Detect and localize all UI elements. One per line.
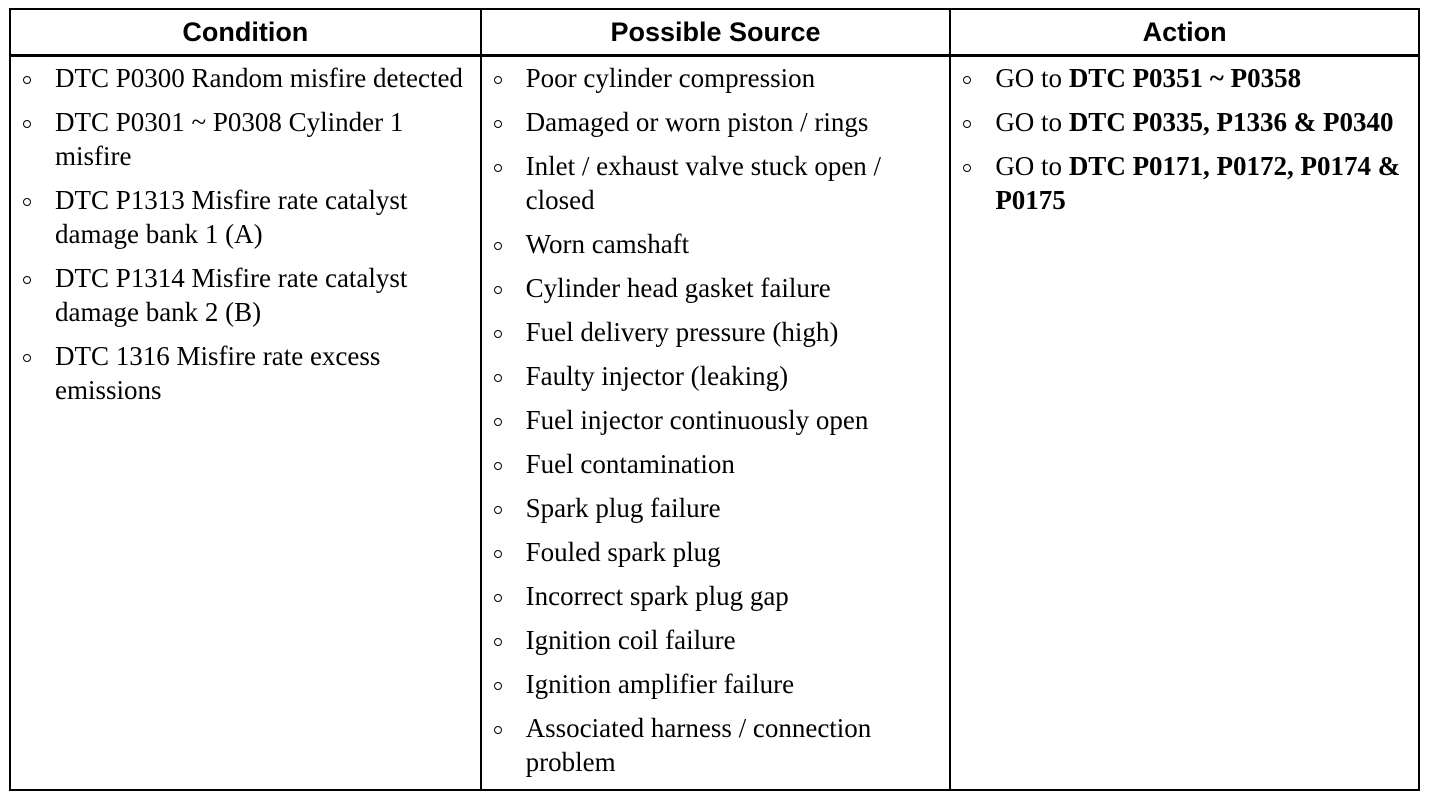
bullet-icon — [494, 374, 502, 382]
condition-text: DTC P0300 Random misfire detected — [55, 63, 463, 93]
bullet-icon — [494, 120, 502, 128]
bullet-icon — [494, 726, 502, 734]
list-item — [494, 359, 942, 393]
list-item — [494, 271, 942, 305]
list-item — [494, 227, 942, 261]
action-list — [951, 57, 1418, 217]
action-dtc: DTC P0351 ~ P0358 — [1068, 63, 1302, 93]
source-text: Fuel delivery pressure (high) — [525, 317, 839, 347]
source-text: Fouled spark plug — [525, 537, 721, 567]
action-prefix: GO to — [995, 151, 1069, 181]
list-item — [494, 491, 942, 525]
bullet-icon — [963, 164, 971, 172]
list-item — [963, 149, 1410, 217]
source-text: Incorrect spark plug gap — [525, 581, 789, 611]
bullet-icon — [963, 120, 971, 128]
list-item — [494, 105, 942, 139]
bullet-icon — [23, 120, 31, 128]
bullet-icon — [494, 550, 502, 558]
list-item — [494, 403, 942, 437]
condition-text: DTC P1313 Misfire rate catalyst damage bank 1 (A) — [55, 185, 408, 249]
list-item — [494, 61, 942, 95]
bullet-icon — [23, 276, 31, 284]
action-dtc: DTC P0171, P0172, P0174 & P0175 — [995, 151, 1401, 215]
condition-list — [11, 57, 480, 407]
source-text: Poor cylinder compression — [525, 63, 816, 93]
list-item — [494, 315, 942, 349]
header-condition: Condition — [10, 9, 481, 56]
list-item — [23, 105, 472, 173]
bullet-icon — [494, 164, 502, 172]
source-cell — [481, 56, 951, 791]
diagnostic-table — [9, 8, 1420, 791]
bullet-icon — [494, 462, 502, 470]
bullet-icon — [494, 638, 502, 646]
bullet-icon — [23, 198, 31, 206]
list-item — [494, 149, 942, 217]
source-text: Fuel injector continuously open — [525, 405, 869, 435]
condition-cell — [10, 56, 481, 791]
header-action: Action — [950, 9, 1419, 56]
bullet-icon — [494, 682, 502, 690]
source-text: Faulty injector (leaking) — [525, 361, 789, 391]
source-text: Ignition coil failure — [525, 625, 736, 655]
bullet-icon — [494, 330, 502, 338]
body-row — [10, 56, 1419, 791]
bullet-icon — [494, 286, 502, 294]
condition-text: DTC 1316 Misfire rate excess emissions — [55, 341, 381, 405]
source-list — [482, 57, 950, 779]
condition-text: DTC P1314 Misfire rate catalyst damage bank 2 (B) — [55, 263, 408, 327]
source-text: Damaged or worn piston / rings — [525, 107, 869, 137]
action-prefix: GO to — [995, 63, 1069, 93]
list-item — [494, 535, 942, 569]
source-text: Spark plug failure — [525, 493, 721, 523]
list-item — [494, 667, 942, 701]
list-item — [23, 261, 472, 329]
action-cell — [950, 56, 1419, 791]
condition-text: DTC P0301 ~ P0308 Cylinder 1 misfire — [55, 107, 404, 171]
source-text: Worn camshaft — [525, 229, 690, 259]
bullet-icon — [494, 506, 502, 514]
bullet-icon — [494, 594, 502, 602]
bullet-icon — [963, 76, 971, 84]
source-text: Associated harness / connection problem — [525, 713, 872, 777]
source-text: Cylinder head gasket failure — [525, 273, 831, 303]
bullet-icon — [23, 354, 31, 362]
action-prefix: GO to — [995, 107, 1069, 137]
header-possible-source: Possible Source — [481, 9, 951, 56]
header-row — [10, 9, 1419, 56]
bullet-icon — [494, 76, 502, 84]
list-item — [494, 579, 942, 613]
bullet-icon — [494, 418, 502, 426]
list-item — [23, 61, 472, 95]
list-item — [23, 339, 472, 407]
source-text: Inlet / exhaust valve stuck open / closed — [525, 151, 882, 215]
bullet-icon — [494, 242, 502, 250]
list-item — [963, 105, 1410, 139]
list-item — [494, 623, 942, 657]
source-text: Fuel contamination — [525, 449, 735, 479]
list-item — [963, 61, 1410, 95]
list-item — [494, 447, 942, 481]
action-dtc: DTC P0335, P1336 & P0340 — [1068, 107, 1394, 137]
bullet-icon — [23, 76, 31, 84]
list-item — [494, 711, 942, 779]
list-item — [23, 183, 472, 251]
source-text: Ignition amplifier failure — [525, 669, 795, 699]
